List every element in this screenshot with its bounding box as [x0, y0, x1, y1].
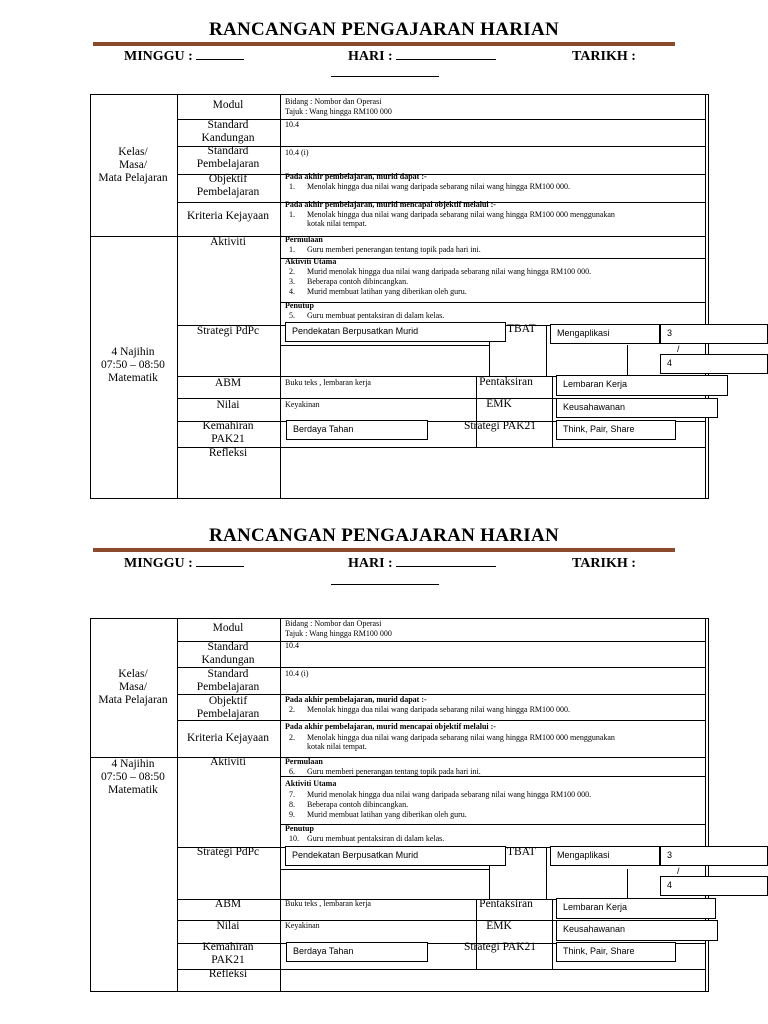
minggu-label: MINGGU : — [124, 556, 193, 571]
tbat-divider — [627, 869, 628, 899]
standard-kandungan-label: Standard Kandungan — [201, 641, 255, 666]
minggu-field — [124, 556, 244, 572]
pentaksiran-label: Pentaksiran — [479, 898, 533, 910]
refleksi-label: Refleksi — [208, 447, 248, 459]
tarikh-blank[interactable] — [331, 584, 439, 585]
rph-section-1 — [0, 18, 768, 518]
objektif-heading: Pada akhir pembelajaran, murid dapat :- — [285, 695, 427, 704]
pentaksiran-value: Lembaran Kerja — [556, 898, 716, 919]
tarikh-label: TARIKH : — [572, 556, 636, 571]
penutup-item: 10. Guru membuat pentaksiran di dalam kelas. — [289, 834, 445, 843]
mata-pelajaran-value: Matematik — [108, 784, 158, 796]
penutup-heading: Penutup — [285, 301, 314, 310]
tajuk-text: Tajuk : Wang hingga RM100 000 — [285, 629, 392, 638]
minggu-label: MINGGU : — [124, 49, 193, 64]
page-title: RANCANGAN PENGAJARAN HARIAN — [208, 525, 560, 546]
hari-field — [348, 556, 496, 572]
standard-pembelajaran-value: 10.4 (i) — [285, 148, 309, 157]
tahap-value: Mengaplikasi — [550, 324, 660, 344]
kriteria-item-cont: kotak nilai tempat. — [307, 742, 367, 751]
tajuk-text: Tajuk : Wang hingga RM100 000 — [285, 107, 392, 116]
col-divider-2 — [280, 619, 281, 991]
kelas-value: 4 Najihin — [111, 346, 155, 358]
tbat-value-2: 4 — [660, 354, 768, 374]
emk-label: EMK — [486, 398, 512, 410]
kelas-value: 4 Najihin — [111, 758, 155, 770]
strategi-pdpc-label: Strategi PdPc — [196, 325, 260, 337]
hari-label: HARI : — [348, 49, 393, 64]
standard-pembelajaran-value: 10.4 (i) — [285, 669, 309, 678]
abm-value: Buku teks , lembaran kerja — [285, 378, 371, 387]
tarikh-blank[interactable] — [331, 76, 439, 77]
kriteria-item-cont: kotak nilai tempat. — [307, 219, 367, 228]
right-pair-divider — [552, 376, 553, 448]
tbat-value-1: 3 — [660, 846, 768, 866]
minggu-field — [124, 49, 244, 65]
row-line — [280, 258, 705, 259]
objektif-label: Objektif Pembelajaran — [196, 173, 260, 198]
emk-label: EMK — [486, 920, 512, 932]
kemahiran-label: Kemahiran PAK21 — [202, 941, 254, 966]
modul-label: Modul — [212, 622, 244, 634]
masa-value: 07:50 – 08:50 — [101, 771, 165, 783]
permulaan-heading: Permulaan — [285, 757, 323, 766]
rph-section-2 — [0, 524, 768, 1024]
row-line — [280, 824, 705, 825]
strategi-pak21-value: Think, Pair, Share — [556, 942, 676, 962]
bidang-text: Bidang : Nombor dan Operasi — [285, 97, 382, 106]
col-divider-inner — [705, 95, 706, 498]
objektif-label: Objektif Pembelajaran — [196, 695, 260, 720]
tbat-divider — [546, 325, 547, 376]
kriteria-heading: Pada akhir pembelajaran, murid mencapai objektif melalui :- — [285, 200, 496, 209]
permulaan-item: 1. Guru memberi penerangan tentang topik pada hari ini. — [289, 245, 481, 254]
tbat-slash: / — [677, 866, 680, 876]
kriteria-heading: Pada akhir pembelajaran, murid mencapai objektif melalui :- — [285, 722, 496, 731]
objektif-item: 2. Menolak hingga dua nilai wang daripada sebarang nilai wang hingga RM100 000. — [289, 705, 571, 714]
tbat-label: TBAT — [507, 323, 536, 335]
tbat-value-2: 4 — [660, 876, 768, 896]
minggu-blank[interactable] — [196, 556, 244, 567]
right-pair-divider — [552, 899, 553, 970]
row-line — [280, 302, 705, 303]
title-rule — [93, 548, 675, 552]
left-divider — [91, 236, 177, 237]
class-info — [90, 346, 176, 385]
hari-blank[interactable] — [396, 49, 496, 60]
abm-label: ABM — [214, 377, 242, 389]
tbat-divider — [627, 345, 628, 376]
standard-pembelajaran-label: Standard Pembelajaran — [196, 145, 260, 170]
abm-value: Buku teks , lembaran kerja — [285, 899, 371, 908]
aktiviti-utama-heading: Aktiviti Utama — [285, 257, 337, 266]
aktiviti-utama-item: 3. Beberapa contoh dibincangkan. — [289, 277, 409, 286]
tahap-value: Mengaplikasi — [550, 846, 660, 866]
hari-blank[interactable] — [396, 556, 496, 567]
kemahiran-value: Berdaya Tahan — [286, 942, 428, 962]
objektif-heading: Pada akhir pembelajaran, murid dapat :- — [285, 172, 427, 181]
strategi-pak21-label: Strategi PAK21 — [463, 941, 537, 953]
aktiviti-utama-item: 9. Murid membuat latihan yang diberikan oleh guru. — [289, 810, 467, 819]
standard-kandungan-label: Standard Kandungan — [201, 119, 255, 144]
kriteria-item: 1. Menolak hingga dua nilai wang daripada sebarang nilai wang hingga RM100 000 menggunakan — [289, 210, 615, 219]
tbat-label: TBAT — [507, 846, 536, 858]
pentaksiran-label: Pentaksiran — [479, 376, 533, 388]
standard-kandungan-value: 10.4 — [285, 641, 299, 650]
aktiviti-label: Aktiviti — [210, 236, 246, 248]
aktiviti-utama-item: 4. Murid membuat latihan yang diberikan oleh guru. — [289, 287, 467, 296]
nilai-label: Nilai — [216, 920, 240, 932]
kriteria-item: 2. Menolak hingga dua nilai wang daripada sebarang nilai wang hingga RM100 000 menggunakan — [289, 733, 615, 742]
kriteria-label: Kriteria Kejayaan — [186, 732, 270, 744]
tbat-divider — [546, 847, 547, 899]
penutup-item: 5. Guru membuat pentaksiran di dalam kelas. — [289, 311, 445, 320]
masa-value: 07:50 – 08:50 — [101, 359, 165, 371]
kelas-label: Kelas/ Masa/ Mata Pelajaran — [98, 668, 168, 706]
tarikh-label: TARIKH : — [572, 49, 636, 64]
standard-pembelajaran-label: Standard Pembelajaran — [196, 668, 260, 693]
standard-kandungan-value: 10.4 — [285, 120, 299, 129]
mata-pelajaran-value: Matematik — [108, 372, 158, 384]
aktiviti-utama-item: 2. Murid menolak hingga dua nilai wang daripada sebarang nilai wang hingga RM100 000. — [289, 267, 592, 276]
aktiviti-label: Aktiviti — [210, 756, 246, 768]
aktiviti-utama-item: 7. Murid menolak hingga dua nilai wang daripada sebarang nilai wang hingga RM100 000. — [289, 790, 592, 799]
bidang-text: Bidang : Nombor dan Operasi — [285, 619, 382, 628]
objektif-item: 1. Menolak hingga dua nilai wang daripada sebarang nilai wang hingga RM100 000. — [289, 182, 571, 191]
emk-value: Keusahawanan — [556, 398, 718, 418]
strategi-pak21-label: Strategi PAK21 — [463, 420, 537, 432]
nilai-label: Nilai — [216, 399, 240, 411]
title-rule — [93, 42, 675, 46]
strategi-pdpc-value: Pendekatan Berpusatkan Murid — [285, 846, 506, 866]
tbat-slash: / — [677, 344, 680, 354]
abm-label: ABM — [214, 898, 242, 910]
penutup-heading: Penutup — [285, 824, 314, 833]
kemahiran-label: Kemahiran PAK21 — [202, 420, 254, 445]
strategi-pdpc-value: Pendekatan Berpusatkan Murid — [285, 322, 506, 342]
col-divider-2 — [280, 95, 281, 498]
modul-label: Modul — [212, 99, 244, 111]
page-title: RANCANGAN PENGAJARAN HARIAN — [208, 19, 560, 40]
kriteria-label: Kriteria Kejayaan — [186, 210, 270, 222]
strategi-pak21-value: Think, Pair, Share — [556, 420, 676, 440]
aktiviti-utama-item: 8. Beberapa contoh dibincangkan. — [289, 800, 409, 809]
row-line — [280, 345, 490, 346]
tbat-value-1: 3 — [660, 324, 768, 344]
nilai-value: Keyakinan — [285, 921, 320, 930]
aktiviti-utama-heading: Aktiviti Utama — [285, 779, 337, 788]
refleksi-label: Refleksi — [208, 968, 248, 980]
permulaan-heading: Permulaan — [285, 235, 323, 244]
row-line — [280, 869, 490, 870]
class-info — [90, 758, 176, 797]
emk-value: Keusahawanan — [556, 920, 718, 941]
kelas-label: Kelas/ Masa/ Mata Pelajaran — [98, 146, 168, 184]
permulaan-item: 6. Guru memberi penerangan tentang topik pada hari ini. — [289, 767, 481, 776]
nilai-value: Keyakinan — [285, 400, 320, 409]
pentaksiran-value: Lembaran Kerja — [556, 375, 728, 396]
strategi-pdpc-label: Strategi PdPc — [196, 846, 260, 858]
kemahiran-value: Berdaya Tahan — [286, 420, 428, 440]
minggu-blank[interactable] — [196, 49, 244, 60]
hari-field — [348, 49, 496, 65]
hari-label: HARI : — [348, 556, 393, 571]
